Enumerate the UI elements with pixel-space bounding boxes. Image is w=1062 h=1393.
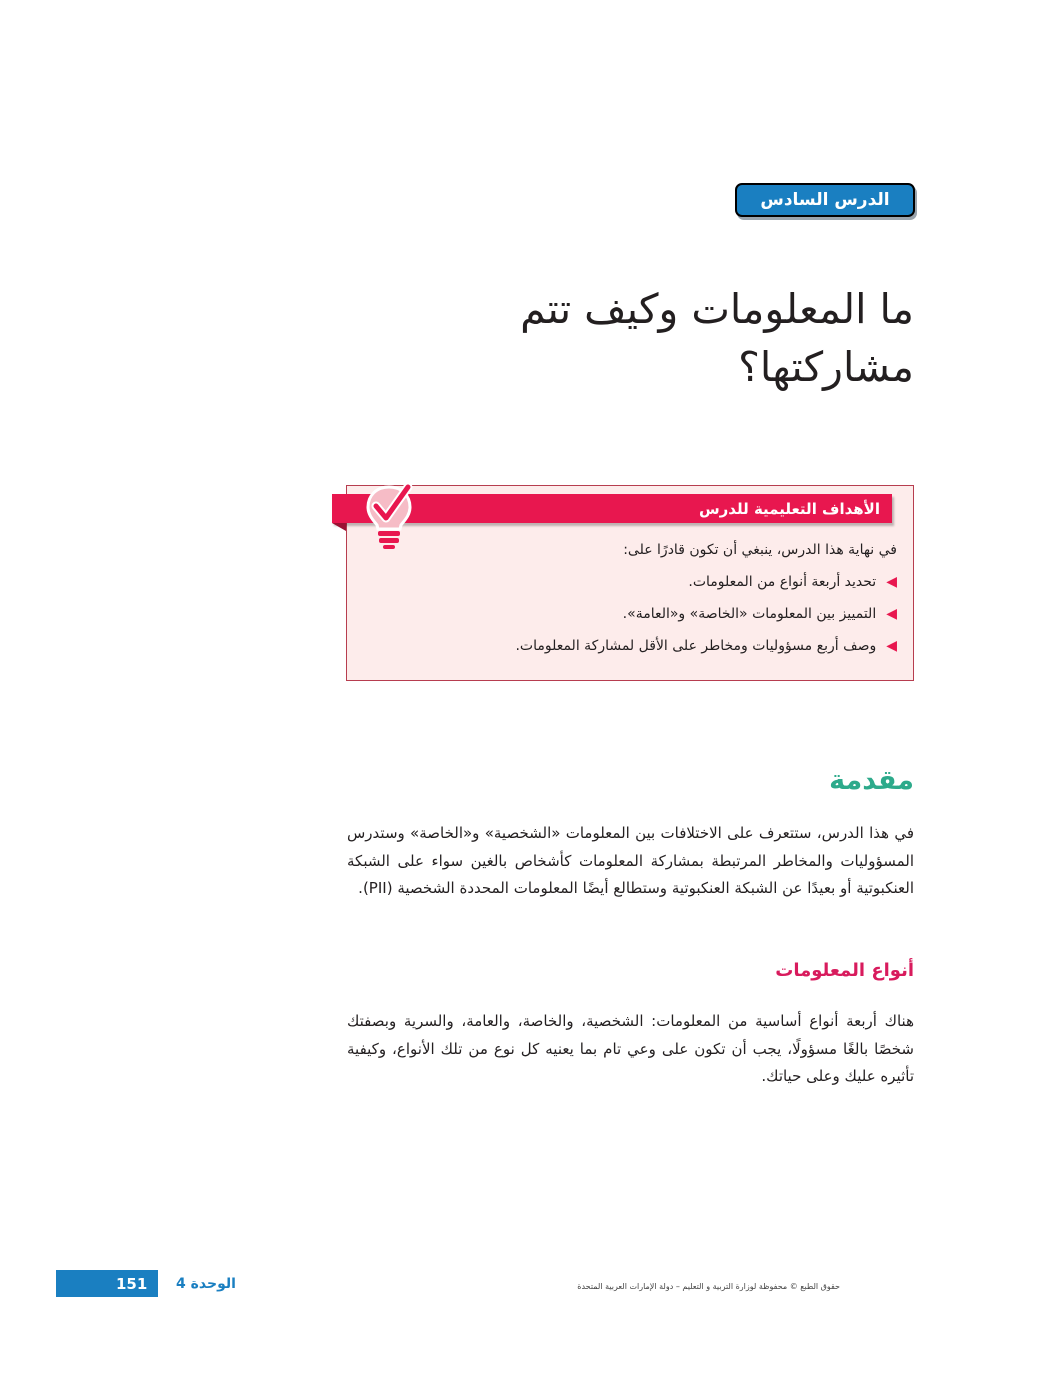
page-number: 151 xyxy=(116,1274,148,1293)
objective-item xyxy=(623,604,897,624)
objective-item xyxy=(688,572,897,592)
lesson-badge: الدرس السادس xyxy=(735,183,915,217)
page-number-bar xyxy=(56,1270,158,1297)
objectives-heading: الأهداف التعليمية للدرس xyxy=(332,494,892,523)
page-title: ما المعلومات وكيف تتم مشاركتها؟ xyxy=(520,285,914,391)
ribbon-fold xyxy=(332,523,346,531)
types-heading: أنواع المعلومات xyxy=(775,960,914,981)
objective-text: تحديد أربعة أنواع من المعلومات. xyxy=(688,574,877,590)
objective-text: التمييز بين المعلومات «الخاصة» و«العامة». xyxy=(622,606,877,622)
intro-heading: مقدمة xyxy=(829,765,914,796)
objective-text: وصف أربع مسؤوليات ومخاطر على الأقل لمشاركة المعلومات. xyxy=(515,638,877,654)
intro-paragraph: في هذا الدرس، ستتعرف على الاختلافات بين المعلومات «الشخصية» و«الخاصة» وستدرس المسؤوليات والمخاطر المرتبطة بمشاركة المعلومات كأشخاص بالغين سواء على الشبكة العنكبوتية أو بعيدًا عن الشبكة العنكبوتية وستطالع أيضًا المعلومات المحددة الشخصية (PII). xyxy=(347,824,914,897)
arrow-bullet-icon: ◀ xyxy=(886,606,897,622)
types-paragraph: هناك أربعة أنواع أساسية من المعلومات: الشخصية، والخاصة، والعامة، والسرية وبصفتك شخصًا بالغًا مسؤولًا، يجب أن تكون على وعي تام بما يعنيه كل نوع من تلك الأنواع، وكيفية تأثيره عليك وعلى حياتك. xyxy=(347,1012,914,1085)
lightbulb-check-icon xyxy=(364,483,414,553)
objective-item xyxy=(515,636,897,656)
copyright-notice: حقوق الطبع © محفوظة لوزارة التربية و التعليم – دولة الإمارات العربية المتحدة xyxy=(577,1282,840,1291)
arrow-bullet-icon: ◀ xyxy=(886,638,897,654)
arrow-bullet-icon: ◀ xyxy=(886,574,897,590)
objectives-intro: في نهاية هذا الدرس، ينبغي أن تكون قادرًا على: xyxy=(623,542,897,558)
unit-label: الوحدة 4 xyxy=(176,1276,236,1292)
